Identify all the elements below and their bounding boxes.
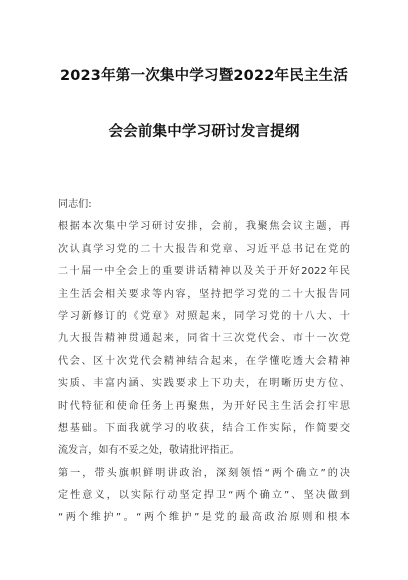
- paragraph-1: [58, 216, 350, 462]
- document-title-line-2: 会会前集中学习研讨发言提纲: [108, 124, 300, 140]
- paragraph-line: 定性意义，以实际行动坚定捍卫“两个确立”、坚决做到: [58, 490, 350, 502]
- paragraph-line: 学习新修订的《党章》对照起来，同学习党的十八大、十: [58, 310, 350, 322]
- salutation: 同志们:: [58, 199, 92, 210]
- paragraph-line: 第一，带头旗帜鲜明讲政治，深刻领悟“两个确立”的决: [58, 467, 350, 479]
- paragraph-line: 代会、区十次党代会精神结合起来，在学懂吃透大会精神: [58, 355, 350, 367]
- paragraph-line: 次认真学习党的二十大报告和党章、习近平总书记在党的: [58, 243, 350, 255]
- paragraph-line: 根据本次集中学习研讨安排，会前，我聚焦会议主题，再: [58, 221, 350, 233]
- paragraph-line: 二十届一中全会上的重要讲话精神以及关于开好2022年民: [58, 266, 350, 278]
- paragraph-line: 实质、丰富内涵、实践要求上下功夫，在明晰历史方位、: [58, 378, 350, 390]
- paragraph-line: 主生活会相关要求等内容，坚持把学习党的二十大报告同: [58, 288, 350, 300]
- paragraph-line: 九大报告精神贯通起来，同省十三次党代会、市十一次党: [58, 333, 350, 345]
- paragraph-2: [58, 463, 350, 530]
- document-body: [58, 194, 350, 530]
- document-title-line-1: 2023年第一次集中学习暨2022年民主生活: [59, 68, 349, 84]
- paragraph-line: 时代特征和使命任务上再聚焦，为开好民主生活会打牢思: [58, 400, 350, 412]
- paragraph-line: 想基础。下面我就学习的收获，结合工作实际，作简要交: [58, 422, 350, 434]
- paragraph-line: “两个维护”。“两个维护”是党的最高政治原则和根本: [58, 512, 350, 524]
- paragraph-line: 流发言，如有不妥之处，敬请批评指正。: [58, 445, 240, 457]
